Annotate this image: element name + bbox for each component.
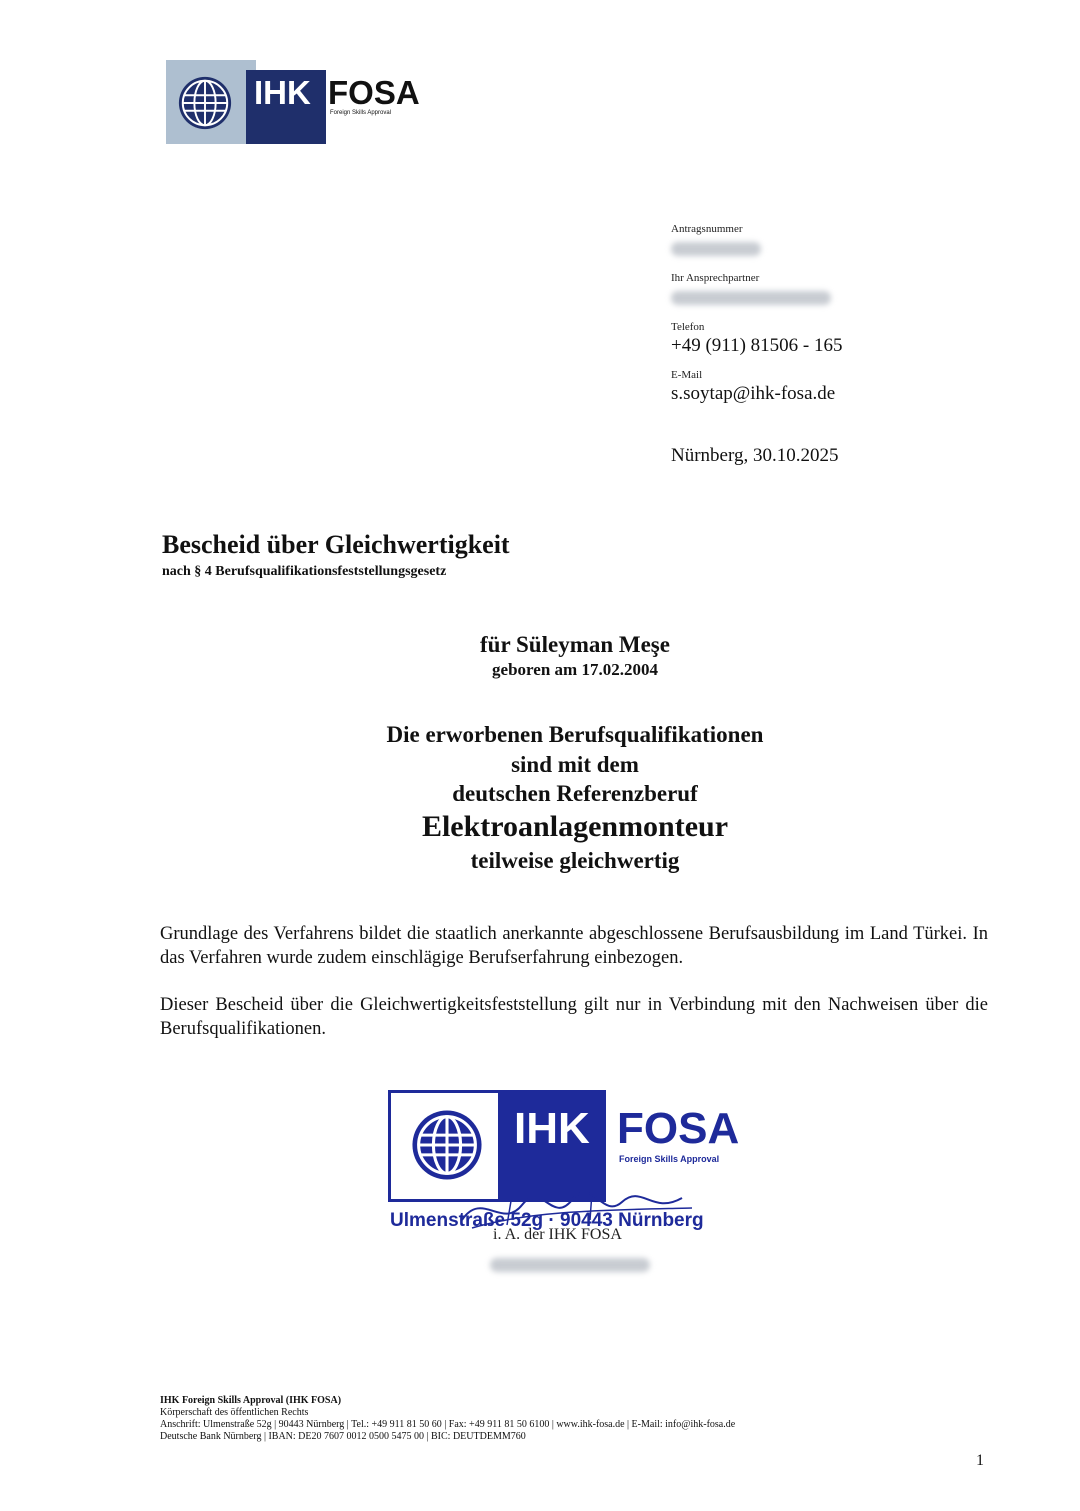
birth-date: geboren am 17.02.2004 bbox=[492, 660, 658, 679]
email-value: s.soytap@ihk-fosa.de bbox=[671, 383, 836, 404]
page-number: 1 bbox=[976, 1452, 984, 1469]
logo-tagline: Foreign Skills Approval bbox=[330, 110, 392, 116]
recipient-name: für Süleyman Meşe bbox=[480, 632, 670, 657]
redacted-signer-name bbox=[490, 1258, 650, 1272]
stamp-tagline: Foreign Skills Approval bbox=[619, 1154, 720, 1164]
decision-line-3: deutschen Referenzberuf bbox=[452, 781, 698, 806]
stamp-address: Ulmenstraße 52g · 90443 Nürnberg bbox=[390, 1210, 704, 1231]
stamp-fosa-text: FOSA bbox=[617, 1104, 740, 1153]
reference-profession: Elektroanlagenmonteur bbox=[421, 810, 729, 843]
paragraph-validity: Dieser Bescheid über die Gleichwertigkeitsfeststellung gilt nur in Verbindung mit den Nachweisen über die Berufsqualifikationen. bbox=[160, 995, 988, 1039]
signature-on-behalf: i. A. der IHK FOSA bbox=[493, 1226, 622, 1243]
footer-bank: Deutsche Bank Nürnberg | IBAN: DE20 7607 0012 0500 5475 00 | BIC: DEUTDEMM760 bbox=[160, 1431, 526, 1442]
phone-value: +49 (911) 81506 - 165 bbox=[671, 335, 843, 356]
contact-person-label: Ihr Ansprechpartner bbox=[671, 272, 760, 284]
stamp-ihk-text: IHK bbox=[514, 1104, 590, 1153]
footer bbox=[160, 1395, 735, 1443]
decision-line-1: Die erworbenen Berufsqualifikationen bbox=[386, 722, 764, 747]
footer-legal-form: Körperschaft des öffentlichen Rechts bbox=[160, 1407, 309, 1418]
footer-organization: IHK Foreign Skills Approval (IHK FOSA) bbox=[160, 1395, 342, 1406]
logo-fosa-text: FOSA bbox=[328, 74, 420, 111]
logo-ihk-text: IHK bbox=[254, 74, 311, 111]
equivalence-status: teilweise gleichwertig bbox=[470, 848, 680, 873]
redacted-application-number bbox=[671, 242, 761, 256]
footer-address: Anschrift: Ulmenstraße 52g | 90443 Nürnberg | Tel.: +49 911 81 50 60 | Fax: +49 911 81 50 6100 | www.ihk-fosa.de | E-Mail: info@ihk-fosa.de bbox=[160, 1419, 736, 1430]
stamp-globe-icon bbox=[410, 1108, 484, 1182]
globe-icon bbox=[176, 74, 234, 132]
email-label: E-Mail bbox=[671, 369, 703, 381]
redacted-contact-person bbox=[671, 291, 831, 305]
application-number-label: Antragsnummer bbox=[671, 223, 743, 235]
document-title: Bescheid über Gleichwertigkeit bbox=[162, 530, 510, 559]
ihk-fosa-logo bbox=[166, 60, 420, 144]
place-date: Nürnberg, 30.10.2025 bbox=[671, 445, 839, 466]
decision-line-2: sind mit dem bbox=[511, 752, 639, 777]
contact-block bbox=[671, 222, 971, 406]
paragraph-basis: Grundlage des Verfahrens bildet die staatlich anerkannte abgeschlossene Berufsausbildung im Land Türkei. In das Verfahren wurde zudem einschlägige Berufserfahrung einbezogen. bbox=[160, 924, 988, 968]
document-subtitle: nach § 4 Berufsqualifikationsfeststellungsgesetz bbox=[162, 564, 447, 579]
phone-label: Telefon bbox=[671, 321, 705, 333]
